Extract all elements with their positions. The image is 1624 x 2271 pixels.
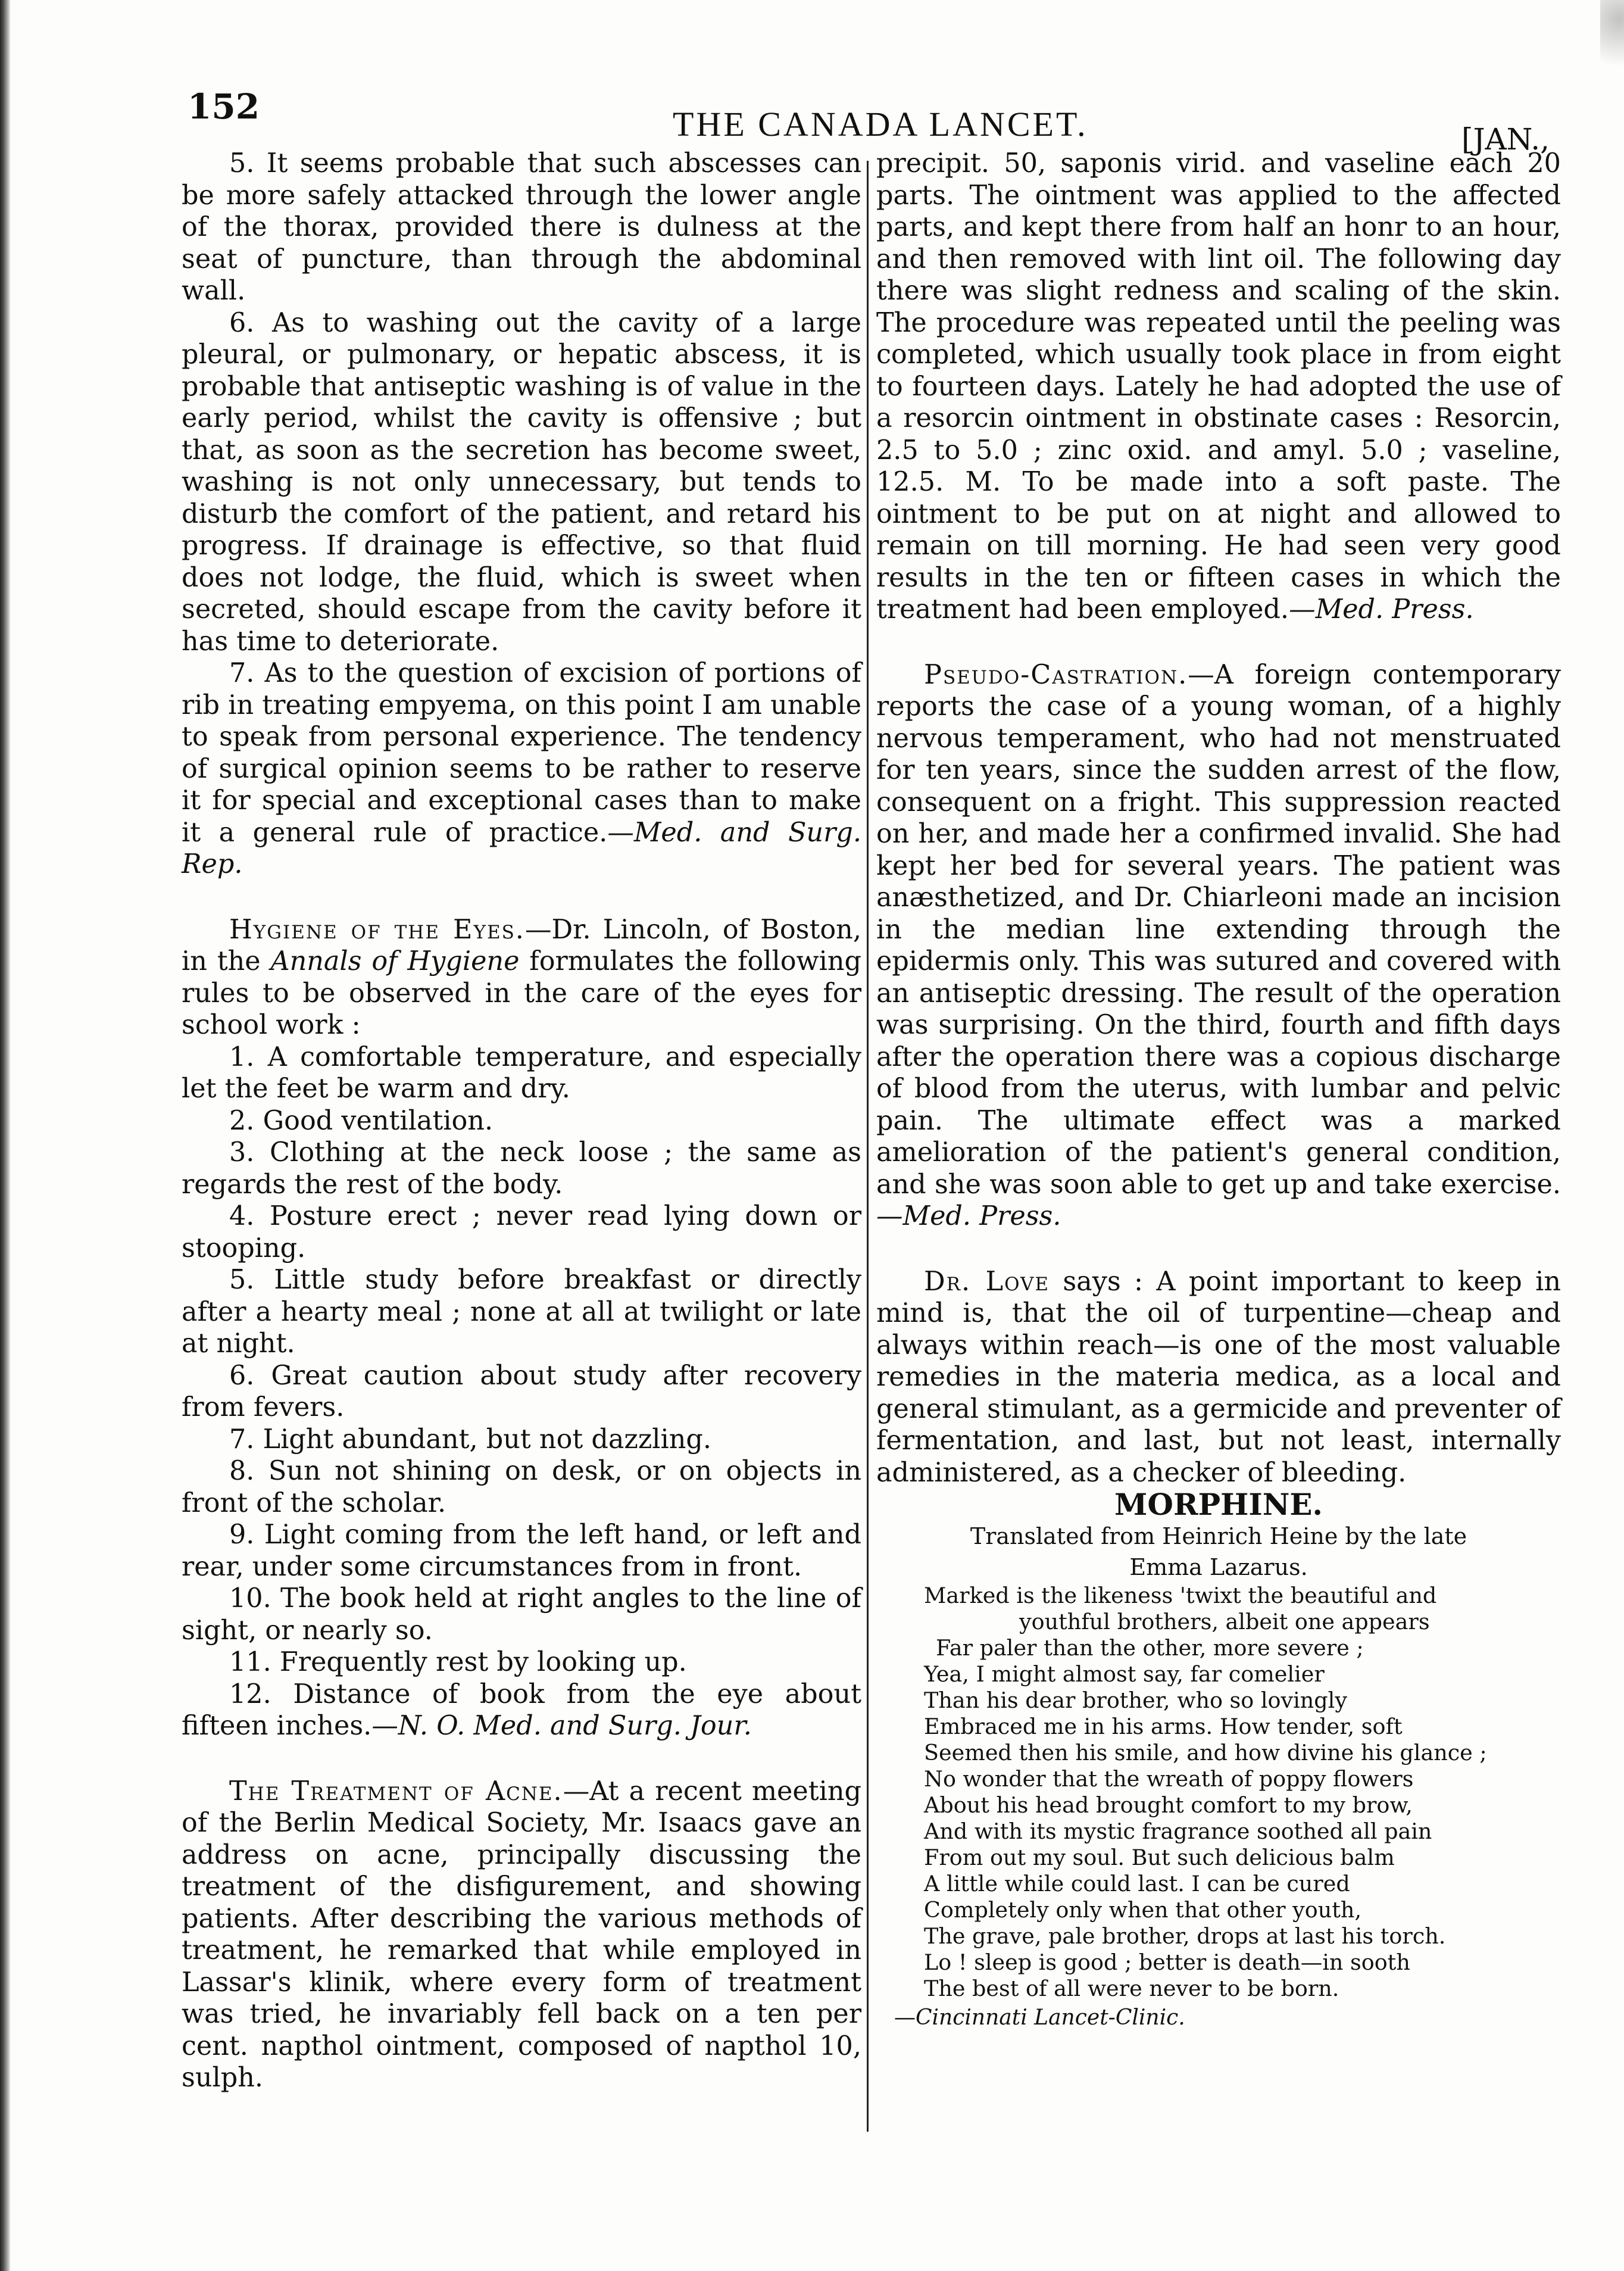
poem-body	[924, 1583, 1561, 2002]
issue-date: [JAN.,	[1461, 122, 1550, 157]
rule-item: 9. Light coming from the left hand, or left and rear, under some circumstances from in front.	[182, 1520, 861, 1582]
poem-line: Yea, I might almost say, far comelier	[924, 1661, 1325, 1687]
running-title: THE CANADA LANCET.	[673, 105, 1088, 144]
rule-item: 10. The book held at right angles to the line of sight, or nearly so.	[182, 1583, 861, 1646]
citation: —Med. Press.	[876, 1201, 1061, 1231]
poem-line: Completely only when that other youth,	[924, 1896, 1362, 1923]
poem-line: A little while could last. I can be cured	[924, 1870, 1350, 1896]
poem-byline: Translated from Heinrich Heine by the late Emma Lazarus.	[970, 1523, 1467, 1580]
paragraph-6: 6. As to washing out the cavity of a large pleural, or pulmonary, or hepatic abscess, it is probable that antiseptic washing is of value in the early period, whilst the cavity is offensive ; but that, as soon as the secretion has become sweet, washing is not only unnecessary, but tends to disturb the comfort of the patient, and retard his progress. If drainage is effective, so that fluid does not lodge, the fluid, which is sweet when secreted, should escape from the cavity before it has time to deteriorate.	[182, 307, 861, 657]
poem-line: From out my soul. But such delicious balm	[924, 1844, 1395, 1870]
poem-title: MORPHINE.	[1114, 1487, 1323, 1522]
rule-item: 5. Little study before breakfast or directly after a hearty meal ; none at all at twilight or late at night.	[182, 1265, 861, 1359]
column-divider	[867, 161, 869, 2132]
poem-line: Seemed then his smile, and how divine his glance ;	[924, 1739, 1487, 1765]
rule-item: 8. Sun not shining on desk, or on objects in front of the scholar.	[182, 1456, 861, 1518]
poem-line: The grave, pale brother, drops at last his torch.	[924, 1923, 1446, 1949]
scan-smudge	[1600, 0, 1624, 95]
rule-item: 6. Great caution about study after recovery from fevers.	[182, 1360, 861, 1423]
article-heading: Hygiene of the Eyes.	[229, 914, 525, 945]
page-header	[188, 80, 1569, 157]
article-heading: Pseudo-Castration.	[924, 659, 1188, 690]
page-number: 152	[188, 86, 260, 127]
poem-line: The best of all were never to be born.	[924, 1975, 1339, 2001]
poem-line: About his head brought comfort to my brow,	[924, 1792, 1413, 1818]
poem-line: And with its mystic fragrance soothed all pain	[924, 1818, 1432, 1844]
left-column	[182, 148, 861, 2094]
citation: —Med. and Surg. Rep.	[182, 817, 861, 879]
citation: —N. O. Med. and Surg. Jour.	[371, 1711, 752, 1741]
article-heading: Dr. Love	[924, 1266, 1050, 1297]
love-article: Dr. Love says : A point important to keep in mind is, that the oil of turpentine—cheap and always within reach—is one of the most valuable remedies in the materia medica, as a local and general stimulant, as a germicide and preventer of fermentation, and last, but not least, internally administered, as a checker of bleeding.	[876, 1266, 1561, 1488]
poem-line: Far paler than the other, more severe ;	[936, 1634, 1364, 1661]
rule-item: 12. Distance of book from the eye about fifteen inches.—N. O. Med. and Surg. Jour.	[182, 1679, 861, 1741]
castration-article: Pseudo-Castration.—A foreign contemporary reports the case of a young woman, of a highly nervous temperament, who had not menstruated for ten years, since the sudden arrest of the flow, consequent on a fright. This suppression reacted on her, and made her a confirmed invalid. She had kept her bed for several years. The patient was anæsthetized, and Dr. Chiarleoni made an incision in the median line extending through the epidermis only. This was sutured and covered with an antiseptic dressing. The result of the operation was surprising. On the third, fourth and fifth days after the operation there was a copious discharge of blood from the uterus, with lumbar and pelvic pain. The ultimate effect was a marked amelioration of the patient's general condition, and she was soon able to get up and take exercise.—Med. Press.	[876, 659, 1561, 1231]
poem-line: Lo ! sleep is good ; better is death—in sooth	[924, 1949, 1410, 1975]
poem-line: No wonder that the wreath of poppy flowers	[924, 1765, 1414, 1792]
paragraph-7: 7. As to the question of excision of portions of rib in treating empyema, on this point I am unable to speak from personal experience. The tendency of surgical opinion seems to be rather to reserve it for special and exceptional cases than to make it a general rule of practice.—Med. and Surg. Rep.	[182, 658, 861, 879]
rule-item: 2. Good ventilation.	[229, 1105, 494, 1136]
citation: —Med. Press.	[1289, 594, 1474, 625]
rule-item: 1. A comfortable temperature, and especially let the feet be warm and dry.	[182, 1041, 861, 1104]
right-column	[876, 148, 1561, 2033]
poem-line: Embraced me in his arms. How tender, soft	[924, 1713, 1403, 1739]
journal-name: Annals of Hygiene	[270, 946, 520, 977]
acne-continuation: precipit. 50, saponis virid. and vaseline each 20 parts. The ointment was applied to the affected parts, and kept there from half an honr to an hour, and then removed with lint oil. The following day there was slight redness and scaling of the skin. The procedure was repeated until the peeling was completed, which usually took place in from eight to fourteen days. Lately he had adopted the use of a resorcin ointment in obstinate cases : Resorcin, 2.5 to 5.0 ; zinc oxid. and amyl. 5.0 ; vaseline, 12.5. M. To be made into a soft paste. The ointment to be put on at night and allowed to remain on till morning. He had seen very good results in the ten or fifteen cases in which the treatment had been employed.—Med. Press.	[876, 148, 1561, 625]
paragraph-5: 5. It seems probable that such abscesses can be more safely attacked through the lower angle of the thorax, provided there is dulness at the seat of puncture, than through the abdominal wall.	[182, 148, 861, 306]
poem-source: —Cincinnati Lancet-Clinic.	[894, 2005, 1185, 2030]
rule-item: 7. Light abundant, but not dazzling.	[229, 1424, 712, 1455]
hygiene-article: Hygiene of the Eyes.—Dr. Lincoln, of Boston, in the Annals of Hygiene formulates the following rules to be observed in the care of the eyes for school work :	[182, 914, 861, 1040]
rule-item: 11. Frequently rest by looking up.	[229, 1647, 687, 1677]
rule-item: 4. Posture erect ; never read lying down or stooping.	[182, 1201, 861, 1264]
poem-line: Marked is the likeness 'twixt the beautiful and	[924, 1582, 1437, 1608]
article-heading: The Treatment of Acne.	[229, 1776, 563, 1807]
scan-edge	[0, 0, 11, 2271]
acne-article: The Treatment of Acne.—At a recent meeting of the Berlin Medical Society, Mr. Isaacs gave an address on acne, principally discussing the treatment of the disfigurement, and showing patients. After describing the various methods of treatment, he remarked that while employed in Lassar's klinik, where every form of treatment was tried, he invariably fell back on a ten per cent. napthol ointment, composed of napthol 10, sulph.	[182, 1776, 861, 2093]
rule-item: 3. Clothing at the neck loose ; the same as regards the rest of the body.	[182, 1137, 861, 1200]
poem-line: youthful brothers, albeit one appears	[1019, 1608, 1430, 1634]
poem-line: Than his dear brother, who so lovingly	[924, 1687, 1347, 1713]
